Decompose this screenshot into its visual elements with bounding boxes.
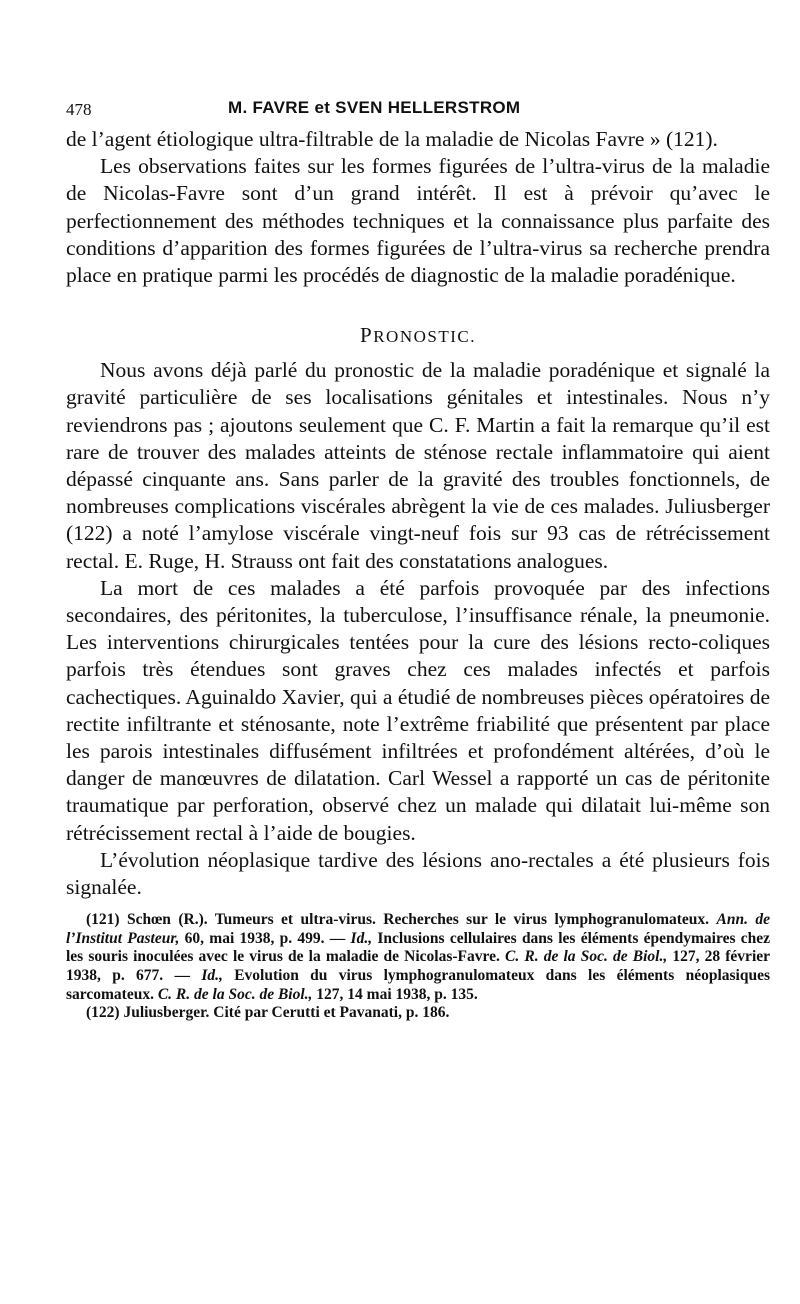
fn-id: Id., <box>201 967 223 985</box>
footnote-122 <box>66 1004 770 1023</box>
fn-text: Evolution du virus lymphogranulomateux dans les éléments néoplasiques sarcomateux. <box>66 967 770 1003</box>
fn-text: Inclusions cellulaires dans les éléments épendymaires chez les souris inoculées avec le virus de la maladie de Nicolas-Favre. <box>66 929 771 966</box>
body-text <box>66 126 770 901</box>
fn-text: 28 février 1938, p. 677. — <box>66 948 771 985</box>
page-number: 478 <box>66 100 92 119</box>
section-title-rest: RONOSTIC. <box>373 327 476 347</box>
fn-text: 14 mai 1938, p. 135. <box>343 985 478 1003</box>
footnote-121 <box>66 911 770 1004</box>
paragraph-continued: de l’agent étiologique ultra-filtrable de la maladie de Nicolas Favre » (121). <box>66 127 718 151</box>
running-title: M. FAVRE et SVEN HELLERSTROM <box>228 98 521 117</box>
section-title <box>66 323 770 348</box>
fn-journal: C. R. de la Soc. de Biol., <box>157 985 313 1003</box>
footnotes <box>66 911 770 1023</box>
fn-journal: Ann. de l’Institut Pasteur, <box>66 911 770 947</box>
paragraph: La mort de ces malades a été parfois provoquée par des infections secondaires, des péritonites, la tuberculose, l’insuffisance rénale, la pneumonie. Les interventions chirurgicales tentées pour la cure des lésions recto-coliques parfois très étendues sont graves chez ces malades infectés et parfois cachectiques. Aguinaldo Xavier, qui a étudié de nombreuses pièces opératoires de rectite infiltrante et sténosante, note l’extrême friabilité que présentent par place les parois intestinales diffusément infiltrées et profondément altérées, d’où le danger de manœuvres de dilatation. Carl Wessel a rapporté un cas de péritonite traumatique par perforation, observé chez un malade qui dilatait lui-même son rétrécissement rectal à l’aide de bougies. <box>66 575 770 845</box>
fn-text: mai 1938, p. 499. — <box>204 929 351 947</box>
page-header <box>66 96 770 126</box>
paragraph: Nous avons déjà parlé du pronostic de la maladie poradénique et signalé la gravité particulière de ses localisations génitales et intestinales. Nous n’y reviendrons pas ; ajoutons seulement que C. F. Martin a fait la remarque qu’il est rare de trouver des malades atteints de sténose rectale inflammatoire qui aient dépassé cinquante ans. Sans parler de la gravité des troubles fonctionnels, de nombreuses complications viscérales abrègent la vie de ces malades. Juliusberger (122) a noté l’amylose viscérale vingt-neuf fois sur 93 cas de rétrécissement rectal. E. Ruge, H. Strauss ont fait des constatations analogues. <box>66 358 770 573</box>
fn-text: (122) Juliusberger. Cité par Cerutti et Pavanati, p. 186. <box>86 1004 450 1022</box>
fn-text: (121) Schœn (R.). Tumeurs et ultra-virus. Recherches sur le virus lymphogranulomateux. <box>86 911 717 929</box>
fn-id: Id., <box>350 929 373 947</box>
paragraph: Les observations faites sur les formes figurées de l’ultra-virus de la maladie de Nicolas-Favre sont d’un grand intérêt. Il est à prévoir qu’avec le perfectionnement des méthodes techniques et la connaissance plus parfaite des conditions d’apparition des formes figurées de l’ultra-virus sa recherche prendra place en pratique parmi les procédés de diagnostic de la maladie poradénique. <box>66 154 770 288</box>
section-title-initial: P <box>360 323 374 348</box>
page <box>66 96 770 1023</box>
fn-volume: 60, <box>184 929 205 947</box>
paragraph: L’évolution néoplasique tardive des lésions ano-rectales a été plusieurs fois signalée. <box>66 847 770 900</box>
fn-journal: C. R. de la Soc. de Biol., <box>505 948 668 966</box>
fn-volume: 127, <box>672 948 700 966</box>
fn-volume: 127, <box>316 985 344 1003</box>
